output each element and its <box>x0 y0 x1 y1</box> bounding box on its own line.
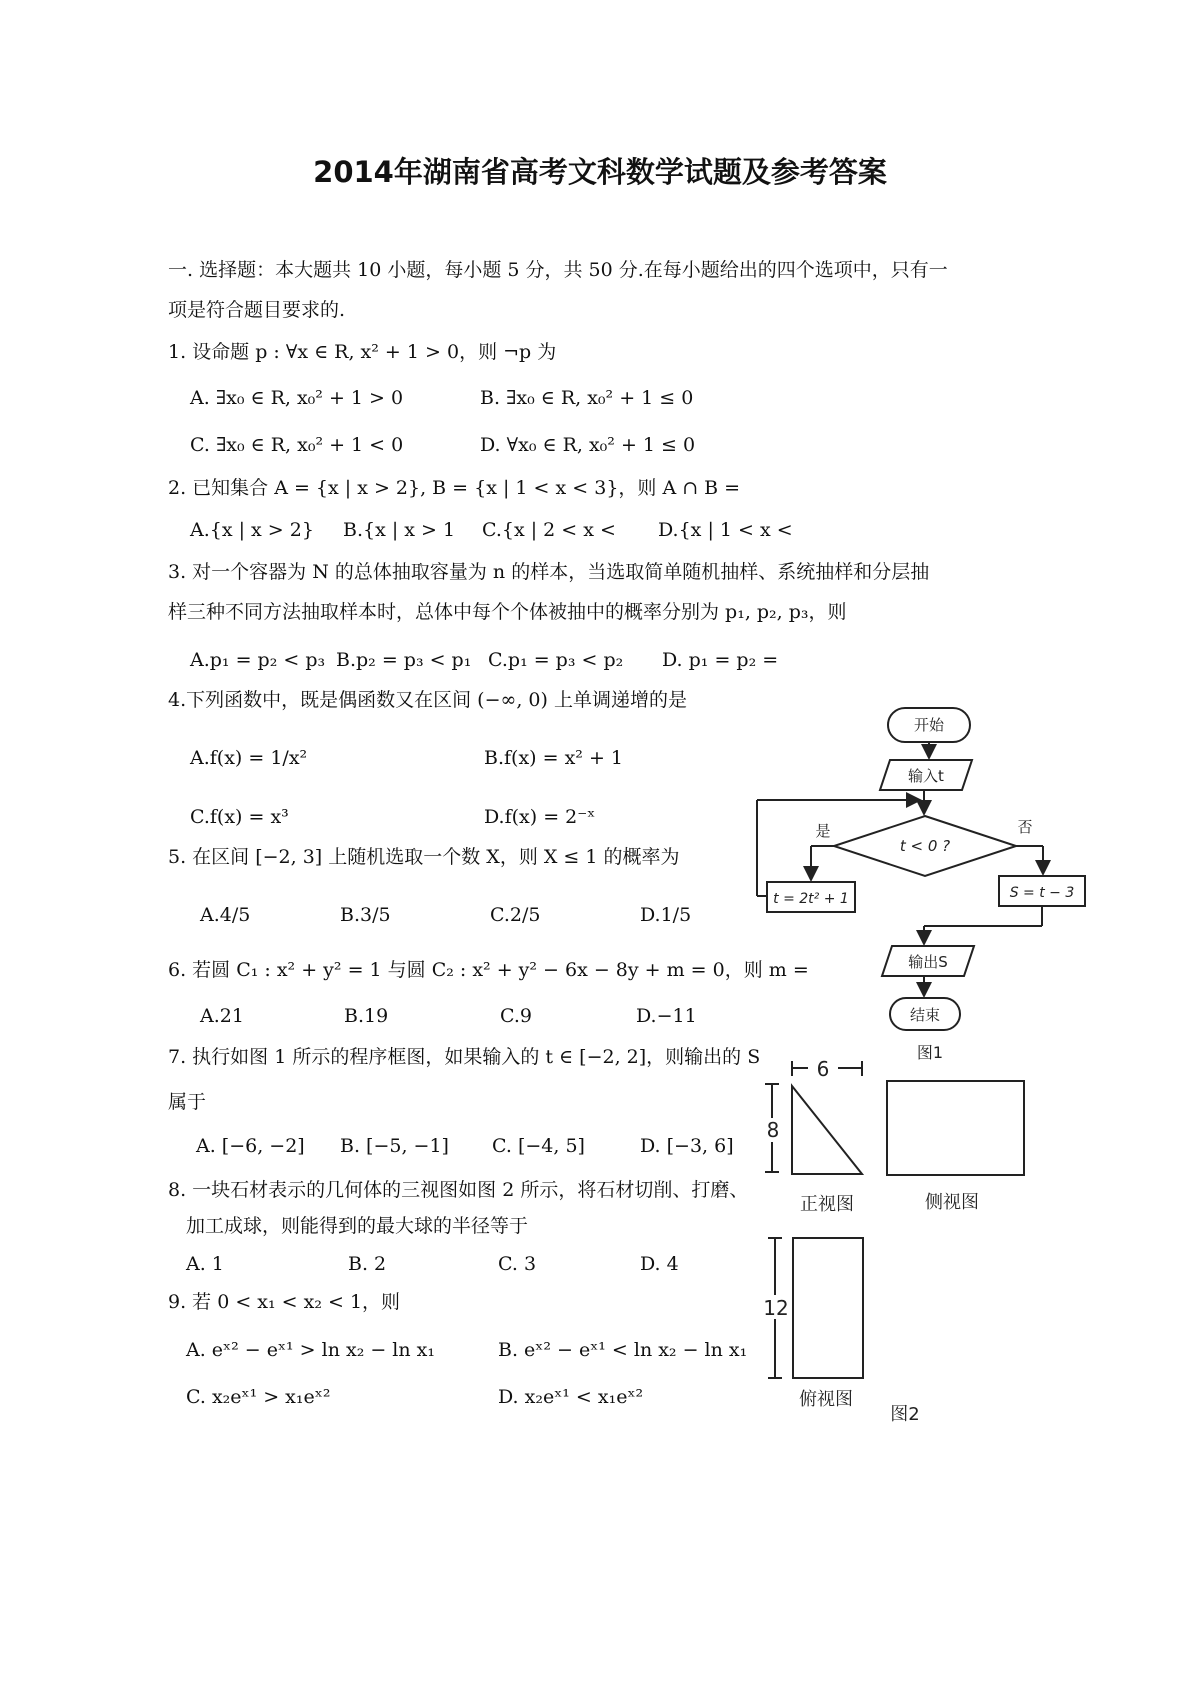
question-2-option-b: B.{x | x > 1 <box>343 519 456 541</box>
question-5-option-b: B.3/5 <box>340 904 391 926</box>
front-view-label: 正视图 <box>800 1194 854 1215</box>
question-4-stem: 4.下列函数中，既是偶函数又在区间 (−∞, 0) 上单调递增的是 <box>168 689 687 711</box>
question-4-option-b: B.f(x) = x² + 1 <box>484 747 623 769</box>
question-7-option-a: A. [−6, −2] <box>196 1135 305 1157</box>
question-3-option-d: D. p₁ = p₂ = <box>662 649 779 671</box>
question-3-option-b: B.p₂ = p₃ < p₁ <box>336 649 472 671</box>
question-1-option-b: B. ∃x₀ ∈ R, x₀² + 1 ≤ 0 <box>480 387 694 409</box>
question-9-option-b: B. eˣ² − eˣ¹ < ln x₂ − ln x₁ <box>498 1339 748 1361</box>
question-1-option-c: C. ∃x₀ ∈ R, x₀² + 1 < 0 <box>190 434 404 456</box>
section-instruction-line1: 一. 选择题：本大题共 10 小题，每小题 5 分，共 50 分.在每小题给出的四个选项中，只有一 <box>168 259 948 281</box>
flow-assign-s-label: S = t − 3 <box>1009 885 1075 901</box>
width-label: 6 <box>816 1057 830 1081</box>
flow-end-label: 结束 <box>909 1006 941 1024</box>
question-5-option-a: A.4/5 <box>200 904 251 926</box>
page-title: 2014年湖南省高考文科数学试题及参考答案 <box>313 155 887 189</box>
question-8-option-d: D. 4 <box>640 1253 679 1275</box>
height-label: 8 <box>766 1118 780 1142</box>
flow-assign-t-label: t = 2t² + 1 <box>773 891 849 907</box>
question-6-option-a: A.21 <box>200 1005 244 1027</box>
flow-yes-label: 是 <box>815 822 831 840</box>
flow-output-label: 输出S <box>908 953 948 971</box>
question-2-stem: 2. 已知集合 A = {x | x > 2}, B = {x | 1 < x < 3}，则 A ∩ B = <box>168 477 741 499</box>
top-view-rectangle <box>793 1238 863 1378</box>
question-3-option-c: C.p₁ = p₃ < p₂ <box>488 649 624 671</box>
question-8-option-a: A. 1 <box>186 1253 224 1275</box>
question-3-stem-line2: 样三种不同方法抽取样本时，总体中每个个体被抽中的概率分别为 p₁, p₂, p₃，则 <box>168 601 847 623</box>
question-9-option-c: C. x₂eˣ¹ > x₁eˣ² <box>186 1386 331 1408</box>
question-5-option-c: C.2/5 <box>490 904 541 926</box>
question-9-stem: 9. 若 0 < x₁ < x₂ < 1，则 <box>168 1291 401 1313</box>
question-7-stem-line2: 属于 <box>168 1091 207 1113</box>
front-view-triangle <box>792 1086 862 1174</box>
question-4-option-a: A.f(x) = 1/x² <box>190 747 308 769</box>
figure-2-caption: 图2 <box>890 1404 920 1425</box>
flow-decision-label: t < 0 ? <box>899 837 951 855</box>
question-6-stem: 6. 若圆 C₁ : x² + y² = 1 与圆 C₂ : x² + y² − 6x − 8y + m = 0，则 m = <box>168 959 809 981</box>
question-6-option-d: D.−11 <box>636 1005 697 1027</box>
question-9-option-d: D. x₂eˣ¹ < x₁eˣ² <box>498 1386 644 1408</box>
figure-1-caption: 图1 <box>916 1043 944 1062</box>
flow-input-label: 输入t <box>908 767 944 785</box>
question-2-option-d: D.{x | 1 < x < <box>658 519 793 541</box>
side-view-rectangle <box>887 1081 1024 1175</box>
question-7-option-d: D. [−3, 6] <box>640 1135 734 1157</box>
question-6-option-b: B.19 <box>344 1005 389 1027</box>
question-7-stem: 7. 执行如图 1 所示的程序框图，如果输入的 t ∈ [−2, 2]，则输出的 S <box>168 1046 761 1068</box>
flow-start-label: 开始 <box>913 716 945 734</box>
question-7-option-b: B. [−5, −1] <box>340 1135 449 1157</box>
question-1-option-d: D. ∀x₀ ∈ R, x₀² + 1 ≤ 0 <box>480 434 696 456</box>
question-5-option-d: D.1/5 <box>640 904 692 926</box>
question-8-option-b: B. 2 <box>348 1253 387 1275</box>
question-3-stem: 3. 对一个容器为 N 的总体抽取容量为 n 的样本，当选取简单随机抽样、系统抽样和分层抽 <box>168 561 930 583</box>
top-view-label: 俯视图 <box>799 1389 853 1410</box>
question-2-option-a: A.{x | x > 2} <box>190 519 314 541</box>
section-instruction-line2: 项是符合题目要求的. <box>168 299 346 321</box>
question-3-option-a: A.p₁ = p₂ < p₃ <box>190 649 326 671</box>
question-8-stem: 8. 一块石材表示的几何体的三视图如图 2 所示，将石材切削、打磨、 <box>168 1179 749 1201</box>
question-4-option-d: D.f(x) = 2⁻ˣ <box>484 806 596 828</box>
question-6-option-c: C.9 <box>500 1005 532 1027</box>
question-2-option-c: C.{x | 2 < x < <box>482 519 616 541</box>
question-4-option-c: C.f(x) = x³ <box>190 806 289 828</box>
side-view-label: 侧视图 <box>925 1192 979 1213</box>
question-1-stem: 1. 设命题 p : ∀x ∈ R, x² + 1 > 0，则 ¬p 为 <box>168 341 557 363</box>
question-1-option-a: A. ∃x₀ ∈ R, x₀² + 1 > 0 <box>190 387 404 409</box>
question-8-option-c: C. 3 <box>498 1253 537 1275</box>
depth-label: 12 <box>763 1296 789 1320</box>
question-9-option-a: A. eˣ² − eˣ¹ > ln x₂ − ln x₁ <box>186 1339 435 1361</box>
question-8-stem-line2: 加工成球，则能得到的最大球的半径等于 <box>186 1215 529 1237</box>
flow-no-label: 否 <box>1017 818 1033 836</box>
question-7-option-c: C. [−4, 5] <box>492 1135 585 1157</box>
question-5-stem: 5. 在区间 [−2, 3] 上随机选取一个数 X，则 X ≤ 1 的概率为 <box>168 846 680 868</box>
